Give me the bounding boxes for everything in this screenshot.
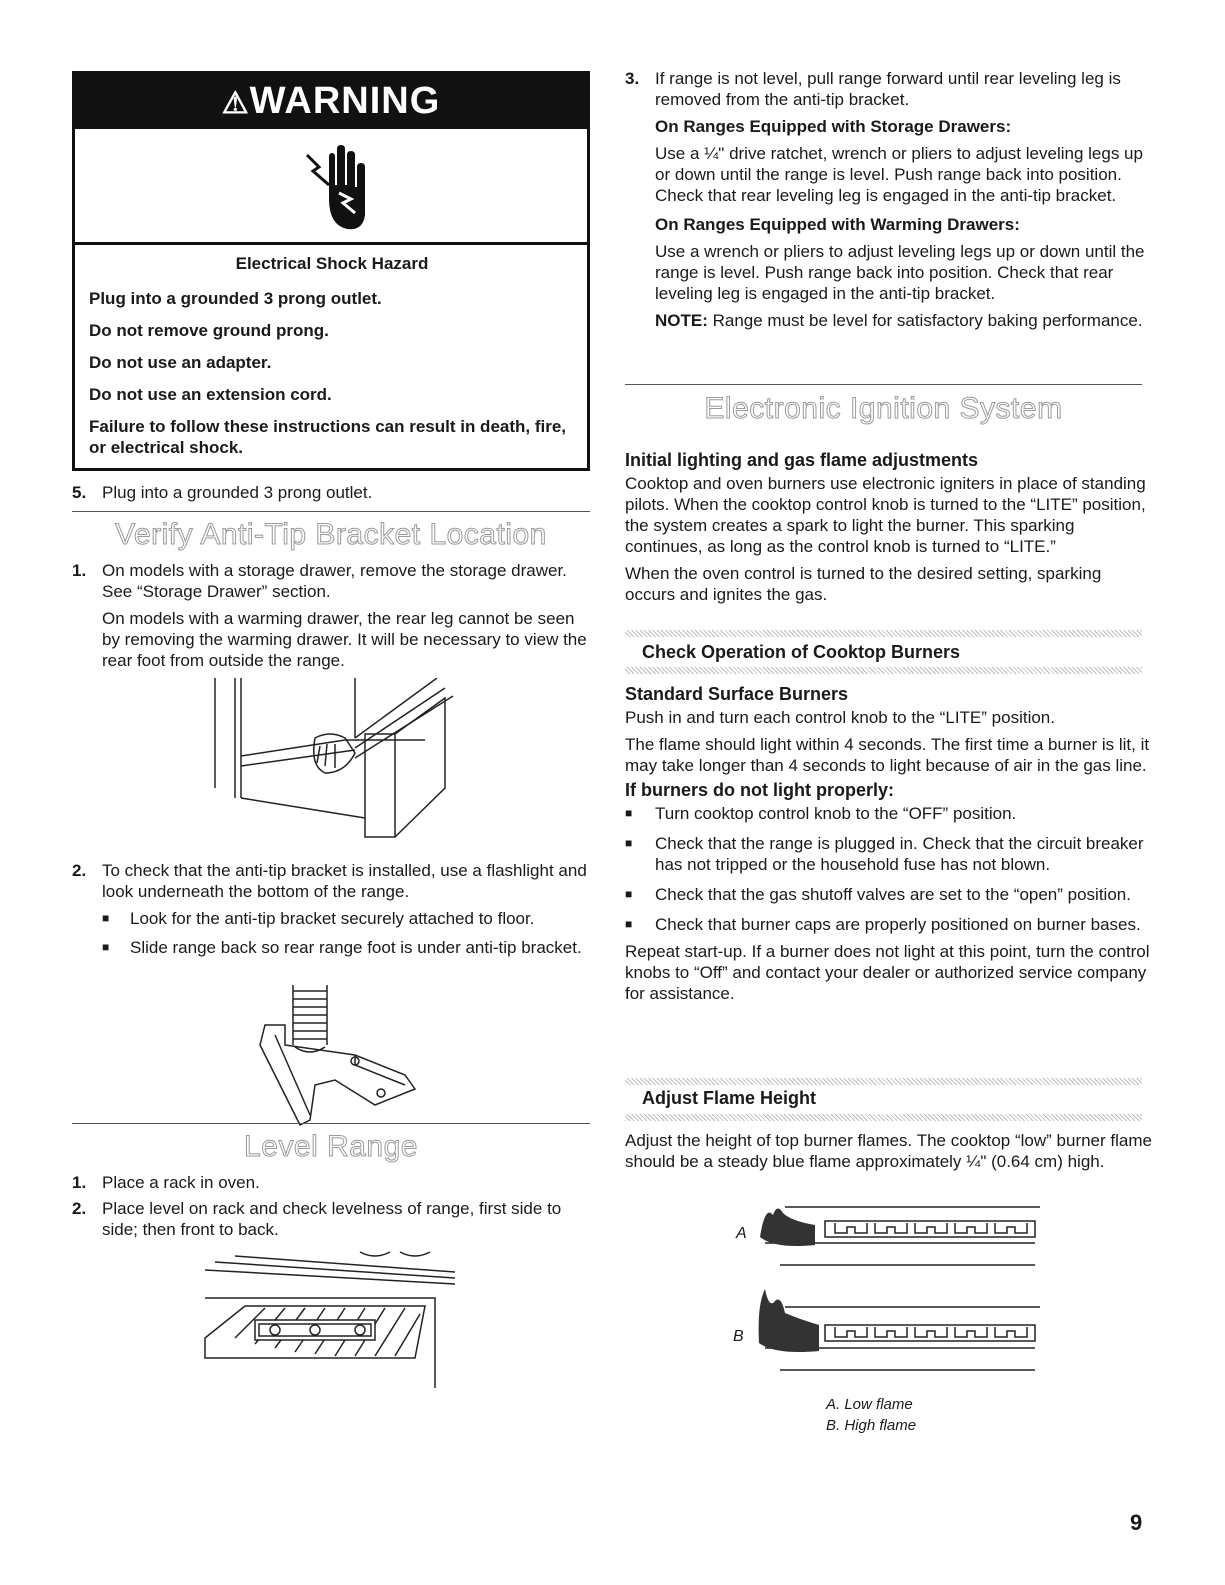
- bullet-icon: ■: [102, 911, 110, 925]
- check-operation-heading: Check Operation of Cooktop Burners: [642, 642, 961, 662]
- initial-lighting-heading: Initial lighting and gas flame adjustments: [625, 450, 979, 470]
- section-title-anti-tip: Verify Anti-Tip Bracket Location: [115, 518, 547, 551]
- level-step-2: 2. Place level on rack and check levelness of range, first side to side; then front to back.: [72, 1199, 562, 1239]
- section-title-level-range: Level Range: [244, 1130, 418, 1163]
- divider: [625, 384, 1142, 385]
- note: NOTE: Range must be level for satisfactory baking performance.: [655, 311, 1143, 330]
- warning-triangle-icon: ⚠: [221, 87, 250, 120]
- divider: [72, 511, 590, 512]
- warning-line: Plug into a grounded 3 prong outlet.: [89, 289, 382, 308]
- bullet-icon: ■: [625, 836, 633, 850]
- divider: [72, 1123, 590, 1124]
- warning-line: Do not remove ground prong.: [89, 321, 329, 340]
- section-title-ignition: Electronic Ignition System: [704, 392, 1063, 425]
- standard-burners-section: Standard Surface Burners Push in and turn each control knob to the “LITE” position. The flame should light within 4 seconds. The first time a burner is lit, it may take longer than 4 seconds to light because of air in the gas line. If burners do not light properly: ■ Turn cooktop control knob to the “OFF” position. ■ Check that the range is plugged in. Check that the circuit breaker has not tripped or the household fuse has not blown. ■ Check that the gas shutoff valves are set to the “open” position. ■ Check that burner caps are properly positioned on burner bases. Repeat start-up. If a burner does not light at this point, turn the control knobs to “Off” and contact your dealer or authorized service company for assistance.: [625, 684, 1155, 1004]
- warning-line: Failure to follow these instructions can result in death, fire, or electrical shock.: [89, 417, 567, 457]
- bullet-icon: ■: [625, 806, 633, 820]
- standard-burners-heading: Standard Surface Burners: [625, 684, 849, 704]
- bullet-icon: ■: [625, 887, 633, 901]
- list-item: Look for the anti-tip bracket securely attached to floor.: [130, 909, 535, 928]
- initial-lighting-section: Initial lighting and gas flame adjustments Cooktop and oven burners use electronic igniters in place of standing pilots. When the cooktop control knob is turned to the “LITE” position, the system creates a spark to light the burner. This sparking continues, as long as the control knob is turned to “LITE.” When the oven control is turned to the desired setting, sparking occurs and ignites the gas.: [625, 450, 1155, 605]
- figure-label-b: B: [733, 1328, 744, 1345]
- step-3: 3. If range is not level, pull range forward until rear leveling leg is removed from the anti-tip bracket. On Ranges Equipped with Storage Drawers: Use a ¼" drive ratchet, wrench or pliers to adjust leveling legs up or down until the range is level. Push range back into position. Check that rear leveling leg is engaged in the anti-tip bracket. On Ranges Equipped with Warming Drawers: Use a wrench or pliers to adjust leveling legs up or down until the range is level. Push range back into position. Check that rear leveling leg is engaged in the anti-tip bracket. NOTE: Range must be level for satisfactory baking performance.: [625, 68, 1155, 331]
- figure-label-a: A: [736, 1225, 747, 1242]
- high-flame-illustration: [755, 1285, 1045, 1380]
- caption-b: B. High flame: [826, 1417, 917, 1434]
- page-number: 9: [1130, 1510, 1143, 1535]
- step-5: 5. Plug into a grounded 3 prong outlet.: [72, 483, 373, 502]
- if-burners-heading: If burners do not light properly:: [625, 780, 894, 800]
- warning-box: [72, 71, 590, 471]
- warning-line: Do not use an adapter.: [89, 353, 272, 372]
- hatch-rule: [625, 1078, 1142, 1085]
- hatch-rule: [625, 630, 1142, 637]
- list-item: Check that burner caps are properly positioned on burner bases.: [655, 915, 1141, 934]
- shock-hazard-hand-icon: [299, 137, 379, 237]
- warming-drawers-heading: On Ranges Equipped with Warming Drawers:: [655, 215, 1020, 234]
- hatch-rule: [625, 667, 1142, 674]
- hazard-title: Electrical Shock Hazard: [235, 254, 429, 273]
- bullet-icon: ■: [625, 917, 633, 931]
- level-on-rack-illustration: [195, 1248, 455, 1393]
- figure-caption: [826, 1394, 916, 1436]
- list-item: Check that the gas shutoff valves are set to the “open” position.: [655, 885, 1131, 904]
- list-item: Check that the range is plugged in. Check that the circuit breaker has not tripped or the household fuse has not blown.: [655, 834, 1144, 874]
- adjust-flame-text: Adjust the height of top burner flames. The cooktop “low” burner flame should be a steady blue flame approximately ¼" (0.64 cm) high.: [625, 1131, 1152, 1171]
- level-step-1: 1. Place a rack in oven.: [72, 1173, 260, 1192]
- warning-header: [75, 74, 587, 129]
- list-item: Slide range back so rear range foot is under anti-tip bracket.: [130, 938, 582, 957]
- list-item: Turn cooktop control knob to the “OFF” position.: [655, 804, 1017, 823]
- low-flame-illustration: [755, 1195, 1045, 1275]
- warning-title: WARNING: [249, 80, 441, 122]
- anti-tip-step-1: 1. On models with a storage drawer, remove the storage drawer. See “Storage Drawer” section. On models with a warming drawer, the rear leg cannot be seen by removing the warming drawer. It will be necessary to view the rear foot from outside the range.: [72, 561, 587, 670]
- anti-tip-step-2: 2. To check that the anti-tip bracket is installed, use a flashlight and look underneath the bottom of the range. ■ Look for the anti-tip bracket securely attached to floor. ■ Slide range back so rear range foot is under anti-tip bracket.: [72, 860, 590, 958]
- anti-tip-bracket-illustration: [255, 985, 425, 1130]
- warning-line: Do not use an extension cord.: [89, 385, 332, 404]
- adjust-flame-heading: Adjust Flame Height: [642, 1088, 817, 1108]
- storage-drawers-heading: On Ranges Equipped with Storage Drawers:: [655, 117, 1012, 136]
- drawer-removal-illustration: [205, 678, 465, 853]
- hatch-rule: [625, 1114, 1142, 1121]
- caption-a: A. Low flame: [826, 1396, 913, 1413]
- bullet-icon: ■: [102, 940, 110, 954]
